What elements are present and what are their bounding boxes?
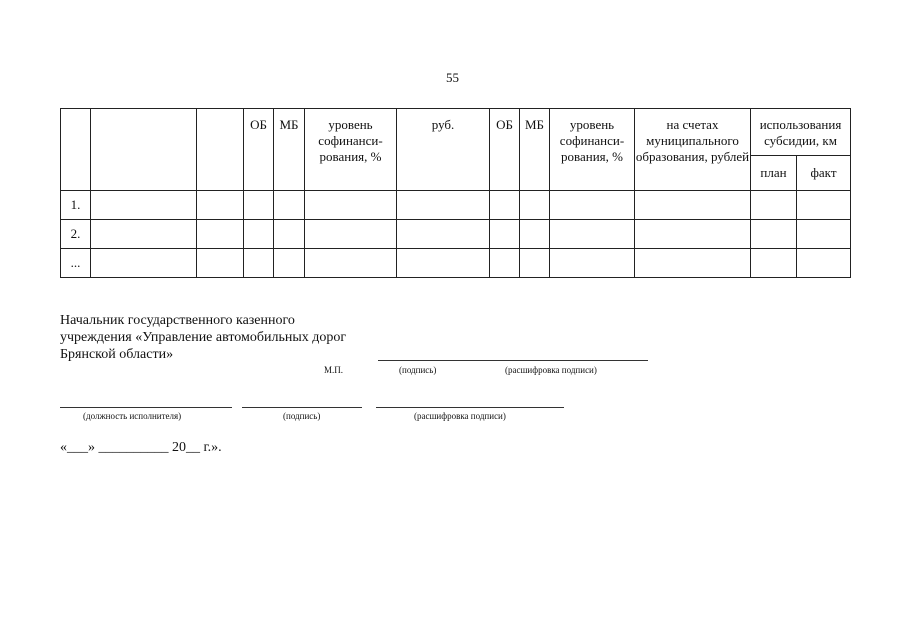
header-ob: ОБ <box>244 109 274 191</box>
row-number: 1. <box>61 191 91 220</box>
row-number: ... <box>61 249 91 278</box>
table-cell <box>550 220 635 249</box>
header-rub: руб. <box>397 109 490 191</box>
table-cell <box>274 220 305 249</box>
table-cell <box>244 191 274 220</box>
table-cell <box>244 249 274 278</box>
executor-decode-caption: (расшифровка подписи) <box>414 411 506 421</box>
table-cell <box>635 191 751 220</box>
table-cell <box>397 249 490 278</box>
header-plan: план <box>751 156 797 191</box>
table-cell <box>91 249 197 278</box>
table-cell <box>197 220 244 249</box>
table-cell <box>520 249 550 278</box>
table-cell <box>274 249 305 278</box>
header-fact: факт <box>797 156 851 191</box>
header-cofinancing-level: уровень софинанси-рования, % <box>305 109 397 191</box>
signature-decode-caption: (расшифровка подписи) <box>505 365 597 375</box>
table-cell <box>751 220 797 249</box>
table-cell <box>797 191 851 220</box>
table-cell <box>274 191 305 220</box>
executor-signature-line <box>242 407 362 408</box>
table-cell <box>520 191 550 220</box>
table-cell <box>751 249 797 278</box>
header-mb: МБ <box>274 109 305 191</box>
table-cell <box>244 220 274 249</box>
table-cell <box>305 220 397 249</box>
table-cell <box>91 191 197 220</box>
date-line: «___» __________ 20__ г.». <box>60 440 222 455</box>
executor-position-line <box>60 407 232 408</box>
table-cell <box>550 249 635 278</box>
table-cell <box>797 249 851 278</box>
table-cell <box>751 191 797 220</box>
executor-decode-line <box>376 407 564 408</box>
header-cell-empty <box>197 109 244 191</box>
table-row <box>61 191 851 220</box>
header-subsidy-usage: использования субсидии, км <box>751 109 851 156</box>
official-position <box>60 312 350 363</box>
executor-position-caption: (должность исполнителя) <box>83 411 182 421</box>
table-cell <box>635 220 751 249</box>
row-number: 2. <box>61 220 91 249</box>
header-cell-empty <box>91 109 197 191</box>
header-cofinancing-level: уровень софинанси-рования, % <box>550 109 635 191</box>
signature-caption: (подпись) <box>399 365 437 375</box>
table-row <box>61 249 851 278</box>
table-cell <box>91 220 197 249</box>
header-municipal-accounts: на счетах муниципального образования, рублей <box>635 109 751 191</box>
official-position-text: Начальник государственного казенного учреждения «Управление автомобильных дорог Брянской области» <box>60 313 347 362</box>
table-cell <box>305 191 397 220</box>
header-row <box>61 109 851 156</box>
page-number: 55 <box>446 70 459 85</box>
signature-line <box>378 360 648 361</box>
table-row <box>61 220 851 249</box>
header-mb: МБ <box>520 109 550 191</box>
table-cell <box>635 249 751 278</box>
executor-signature-caption: (подпись) <box>283 411 321 421</box>
table-cell <box>305 249 397 278</box>
table-cell <box>197 249 244 278</box>
table-cell <box>797 220 851 249</box>
table-cell <box>550 191 635 220</box>
header-ob: ОБ <box>490 109 520 191</box>
table-cell <box>397 220 490 249</box>
table-cell <box>397 191 490 220</box>
table-cell <box>197 191 244 220</box>
table-cell <box>490 191 520 220</box>
table-cell <box>490 220 520 249</box>
table-cell <box>520 220 550 249</box>
stamp-label: М.П. <box>324 365 344 375</box>
report-table <box>60 108 851 278</box>
header-cell-empty <box>61 109 91 191</box>
table-cell <box>490 249 520 278</box>
